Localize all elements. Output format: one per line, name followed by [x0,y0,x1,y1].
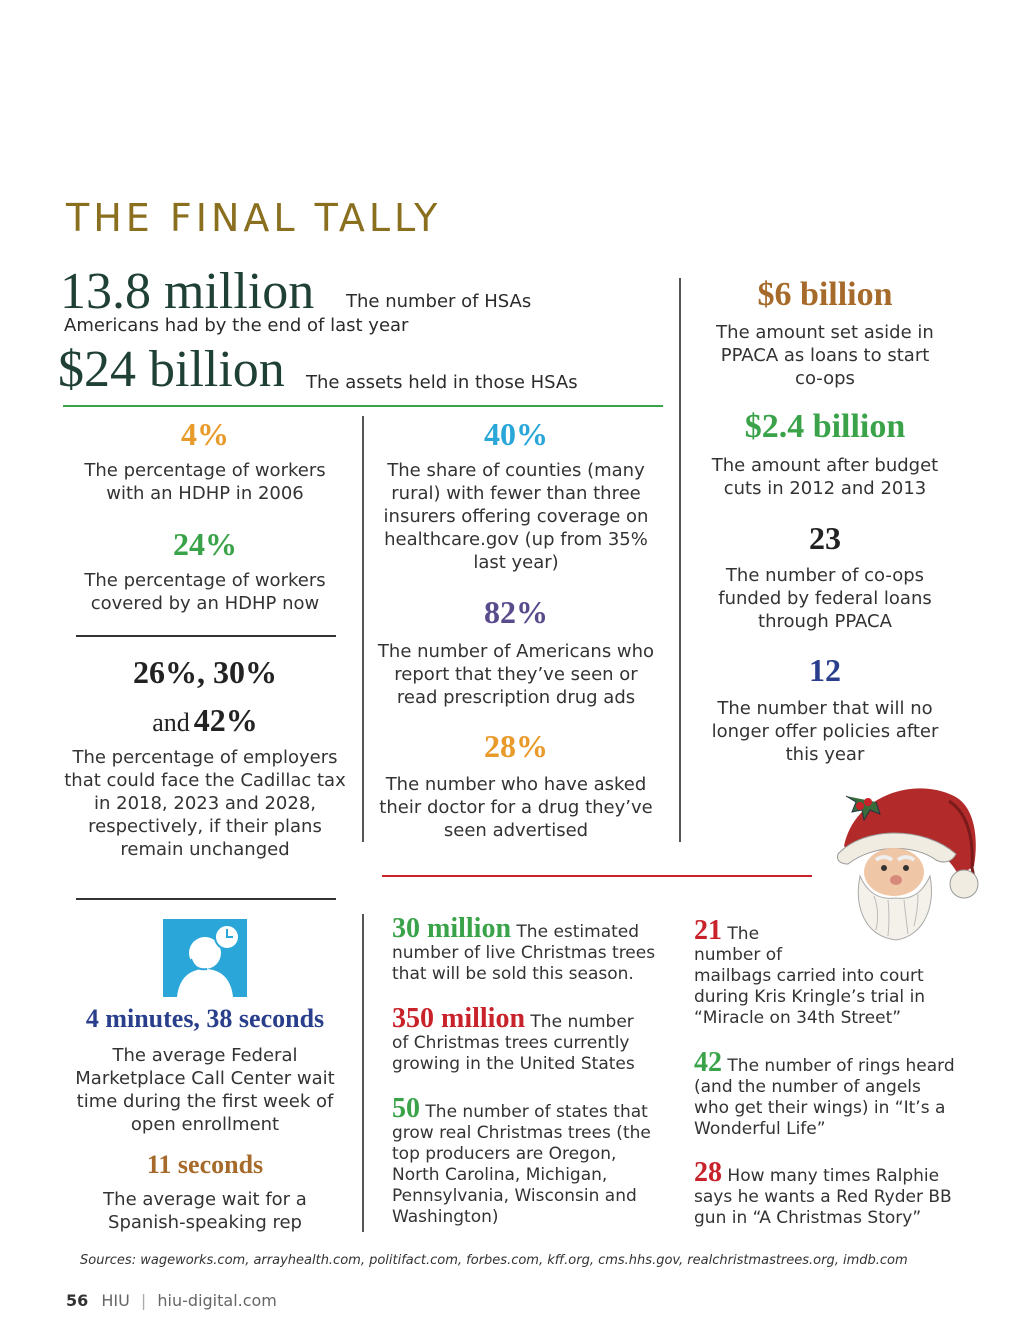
divider-col1-b [76,898,336,900]
stat-hdhp-2006-value: 4% [181,416,229,452]
page-footer [66,1291,277,1310]
stat-hdhp-now-desc: The percentage of workers covered by an HDHP now [84,570,326,614]
stat-counties-value: 40% [484,416,548,452]
stat-trees-sold-desc-b: number of live Christmas trees [392,943,656,963]
stat-asked-doctor-desc: The number who have asked their doctor for a drug they’ve seen advertised [379,774,653,841]
divider-col3-vertical [679,278,681,842]
stat-hsa-count-desc-a: The number of HSAs [346,291,532,312]
stat-mailbags-desc-d: during Kris Kringle’s trial in [694,987,926,1007]
stat-mailbags-desc-e: “Miracle on 34th Street” [694,1008,902,1028]
stat-coop-loans-value: $6 billion [757,276,893,313]
stat-coop-loans-desc: The amount set aside in PPACA as loans to start co-ops [716,322,934,389]
divider-bottom-vertical [362,914,364,1232]
stat-budget-cuts-desc: The amount after budget cuts in 2012 and 2013 [711,455,939,499]
stat-drug-ads-value: 82% [484,594,548,630]
stat-states-growing-desc-d: North Carolina, Michigan, [392,1165,608,1185]
page-title: THE FINAL TALLY [66,196,442,240]
stat-trees-sold-desc-c: that will be sold this season. [392,964,634,984]
stat-cadillac-and: and [152,708,190,737]
stat-cadillac-desc: The percentage of employers that could face the Cadillac tax in 2018, 2023 and 2028, respectively, if their plans remain unchanged [64,747,346,860]
stat-budget-cuts-value: $2.4 billion [744,408,906,445]
publication-name: HIU [101,1291,130,1310]
stat-hsa-count-desc-b: Americans had by the end of last year [64,315,409,336]
stat-trees-sold [392,913,682,985]
stat-rings [694,1047,984,1140]
stat-rings-value: 42 [694,1047,722,1078]
stat-trees-growing [392,1003,682,1075]
stat-hdhp-2006-desc: The percentage of workers with an HDHP in 2006 [84,460,326,504]
divider-col1-a [76,635,336,637]
stat-rings-desc-c: who get their wings) in “It’s a [694,1098,946,1118]
stat-coops-closing-desc: The number that will no longer offer policies after this year [711,698,939,765]
stat-mailbags-value: 21 [694,915,722,946]
stat-trees-sold-value: 30 million [392,913,512,944]
stat-states-growing-desc-a: The number of states that [425,1102,648,1122]
divider-red [382,875,812,877]
stat-wait-time-desc: The average Federal Marketplace Call Center wait time during the first week of open enrollment [75,1045,335,1135]
stat-spanish-wait-desc: The average wait for a Spanish-speaking rep [103,1189,307,1233]
stat-rings-desc-d: Wonderful Life” [694,1119,826,1139]
stat-mailbags [694,915,984,1029]
divider-col2-vertical [362,416,364,842]
stat-trees-sold-desc-a: The estimated [516,922,640,942]
stat-trees-growing-desc-a: The number [530,1012,634,1032]
stat-coops-funded-desc: The number of co-ops funded by federal loans through PPACA [718,565,932,632]
stat-ralphie-desc-a: How many times Ralphie [727,1166,940,1186]
santa-claus-illustration [824,776,986,942]
stat-trees-growing-value: 350 million [392,1003,526,1034]
stat-hsa-count-value: 13.8 million [60,263,315,320]
stat-states-growing-desc-f: Washington) [392,1207,499,1227]
stat-ralphie [694,1157,984,1229]
stat-hdhp-now-value: 24% [173,526,237,562]
stat-ralphie-desc-c: gun in “A Christmas Story” [694,1208,922,1228]
stat-ralphie-value: 28 [694,1157,722,1188]
stat-ralphie-desc-b: says he wants a Red Ryder BB [694,1187,952,1207]
publication-site: hiu-digital.com [157,1291,277,1310]
stat-wait-time-value: 4 minutes, 38 seconds [85,1004,325,1033]
stat-hsa-assets-desc: The assets held in those HSAs [306,372,578,393]
stat-states-growing-desc-e: Pennsylvania, Wisconsin and [392,1186,637,1206]
stat-counties-desc: The share of counties (many rural) with fewer than three insurers offering coverage on healthcare.gov (up from 35% last year) [383,460,649,573]
stat-states-growing-desc-b: grow real Christmas trees (the [392,1123,651,1143]
stat-rings-desc-b: (and the number of angels [694,1077,921,1097]
stat-states-growing-desc-c: top producers are Oregon, [392,1144,617,1164]
stat-rings-desc-a: The number of rings heard [727,1056,955,1076]
sources-note: Sources: wageworks.com, arrayhealth.com, politifact.com, forbes.com, kff.org, cms.hhs.gov, realchristmastrees.org, imdb.com [80,1253,908,1268]
stat-trees-growing-desc-b: of Christmas trees currently [392,1033,630,1053]
stat-states-growing-value: 50 [392,1093,420,1124]
stat-cadillac-value-b: 42% [193,702,258,738]
stat-cadillac-value-b-line [76,702,334,739]
stat-coops-closing-value: 12 [809,652,841,688]
stat-trees-growing-desc-c: growing in the United States [392,1054,635,1074]
footer-separator: | [140,1291,147,1310]
stat-cadillac-value-a: 26%, 30% [133,654,277,690]
call-center-agent-icon [163,919,247,997]
divider-top-green [63,405,663,407]
stat-mailbags-desc-a: The [727,924,760,944]
stat-asked-doctor-value: 28% [484,728,548,764]
stat-coops-funded-value: 23 [809,520,841,556]
stat-spanish-wait-value: 11 seconds [146,1150,264,1179]
stat-drug-ads-desc: The number of Americans who report that they’ve seen or read prescription drug ads [377,641,655,708]
stat-states-growing [392,1093,682,1228]
page-number: 56 [66,1291,89,1310]
stat-mailbags-desc-b: number of [694,945,783,965]
stat-mailbags-desc-c: mailbags carried into court [694,966,924,986]
stat-hsa-assets-value: $24 billion [58,341,285,398]
